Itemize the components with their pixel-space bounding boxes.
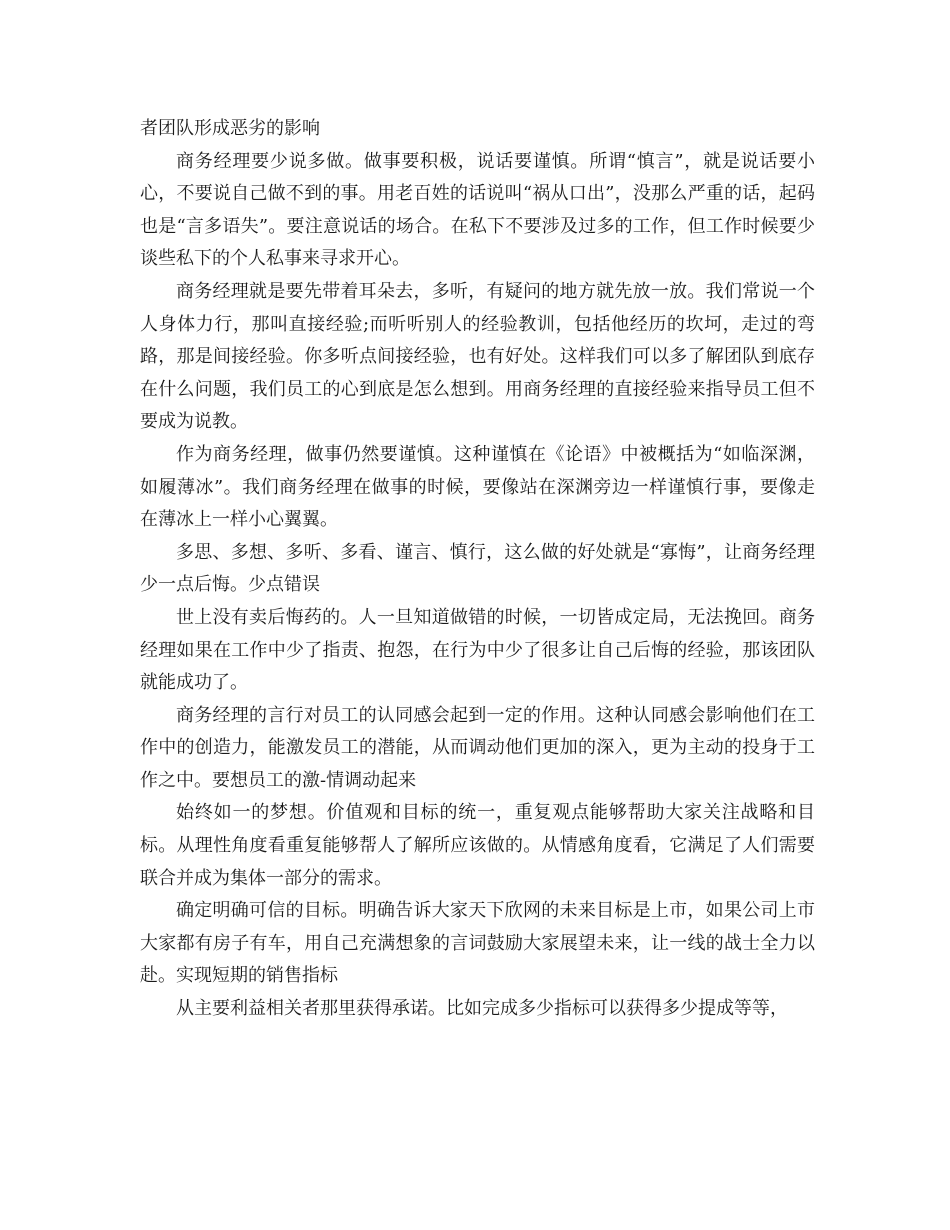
paragraph: 确定明确可信的目标。明确告诉大家天下欣网的未来目标是上市，如果公司上市大家都有房子有车，用自己充满想象的言词鼓励大家展望未来，让一线的战士全力以赴。实现短期的销售指标 (140, 900, 815, 987)
paragraph: 者团队形成恶劣的影响 (140, 118, 320, 139)
paragraph: 多思、多想、多听、多看、谨言、慎行，这么做的好处就是“寡悔”，让商务经理少一点后悔。少点错误 (140, 541, 815, 596)
paragraph: 商务经理就是要先带着耳朵去，多听，有疑问的地方就先放一放。我们常说一个人身体力行，那叫直接经验;而听听别人的经验教训，包括他经历的坎坷，走过的弯路，那是间接经验。你多听点间接经验，也有好处。这样我们可以多了解团队到底存在什么问题，我们员工的心到底是怎么想到。用商务经理的直接经验来指导员工但不要成为说教。 (140, 280, 815, 433)
paragraph: 世上没有卖后悔药的。人一旦知道做错的时候，一切皆成定局，无法挽回。商务经理如果在工作中少了指责、抱怨，在行为中少了很多让自己后悔的经验，那该团队就能成功了。 (140, 606, 815, 694)
paragraph: 始终如一的梦想。价值观和目标的统一，重复观点能够帮助大家关注战略和目标。从理性角度看重复能够帮人了解所应该做的。从情感角度看，它满足了人们需要联合并成为集体一部分的需求。 (140, 802, 815, 889)
paragraph: 商务经理的言行对员工的认同感会起到一定的作用。这种认同感会影响他们在工作中的创造力，能激发员工的潜能，从而调动他们更加的深入，更为主动的投身于工作之中。要想员工的激-情调动起来 (140, 704, 815, 791)
paragraph: 商务经理要少说多做。做事要积极，说话要谨慎。所谓“慎言”，就是说话要小心，不要说自己做不到的事。用老百姓的话说叫“祸从口出”，没那么严重的话，起码也是“言多语失”。要注意说话的场合。在私下不要涉及过多的工作，但工作时候要少谈些私下的个人私事来寻求开心。 (140, 150, 815, 270)
paragraph: 从主要利益相关者那里获得承诺。比如完成多少指标可以获得多少提成等等， (176, 998, 788, 1020)
paragraph: 作为商务经理，做事仍然要谨慎。这种谨慎在《论语》中被概括为“如临深渊，如履薄冰”。我们商务经理在做事的时候，要像站在深渊旁边一样谨慎行事，要像走在薄冰上一样小心翼翼。 (140, 443, 815, 531)
document-body (140, 113, 815, 1026)
